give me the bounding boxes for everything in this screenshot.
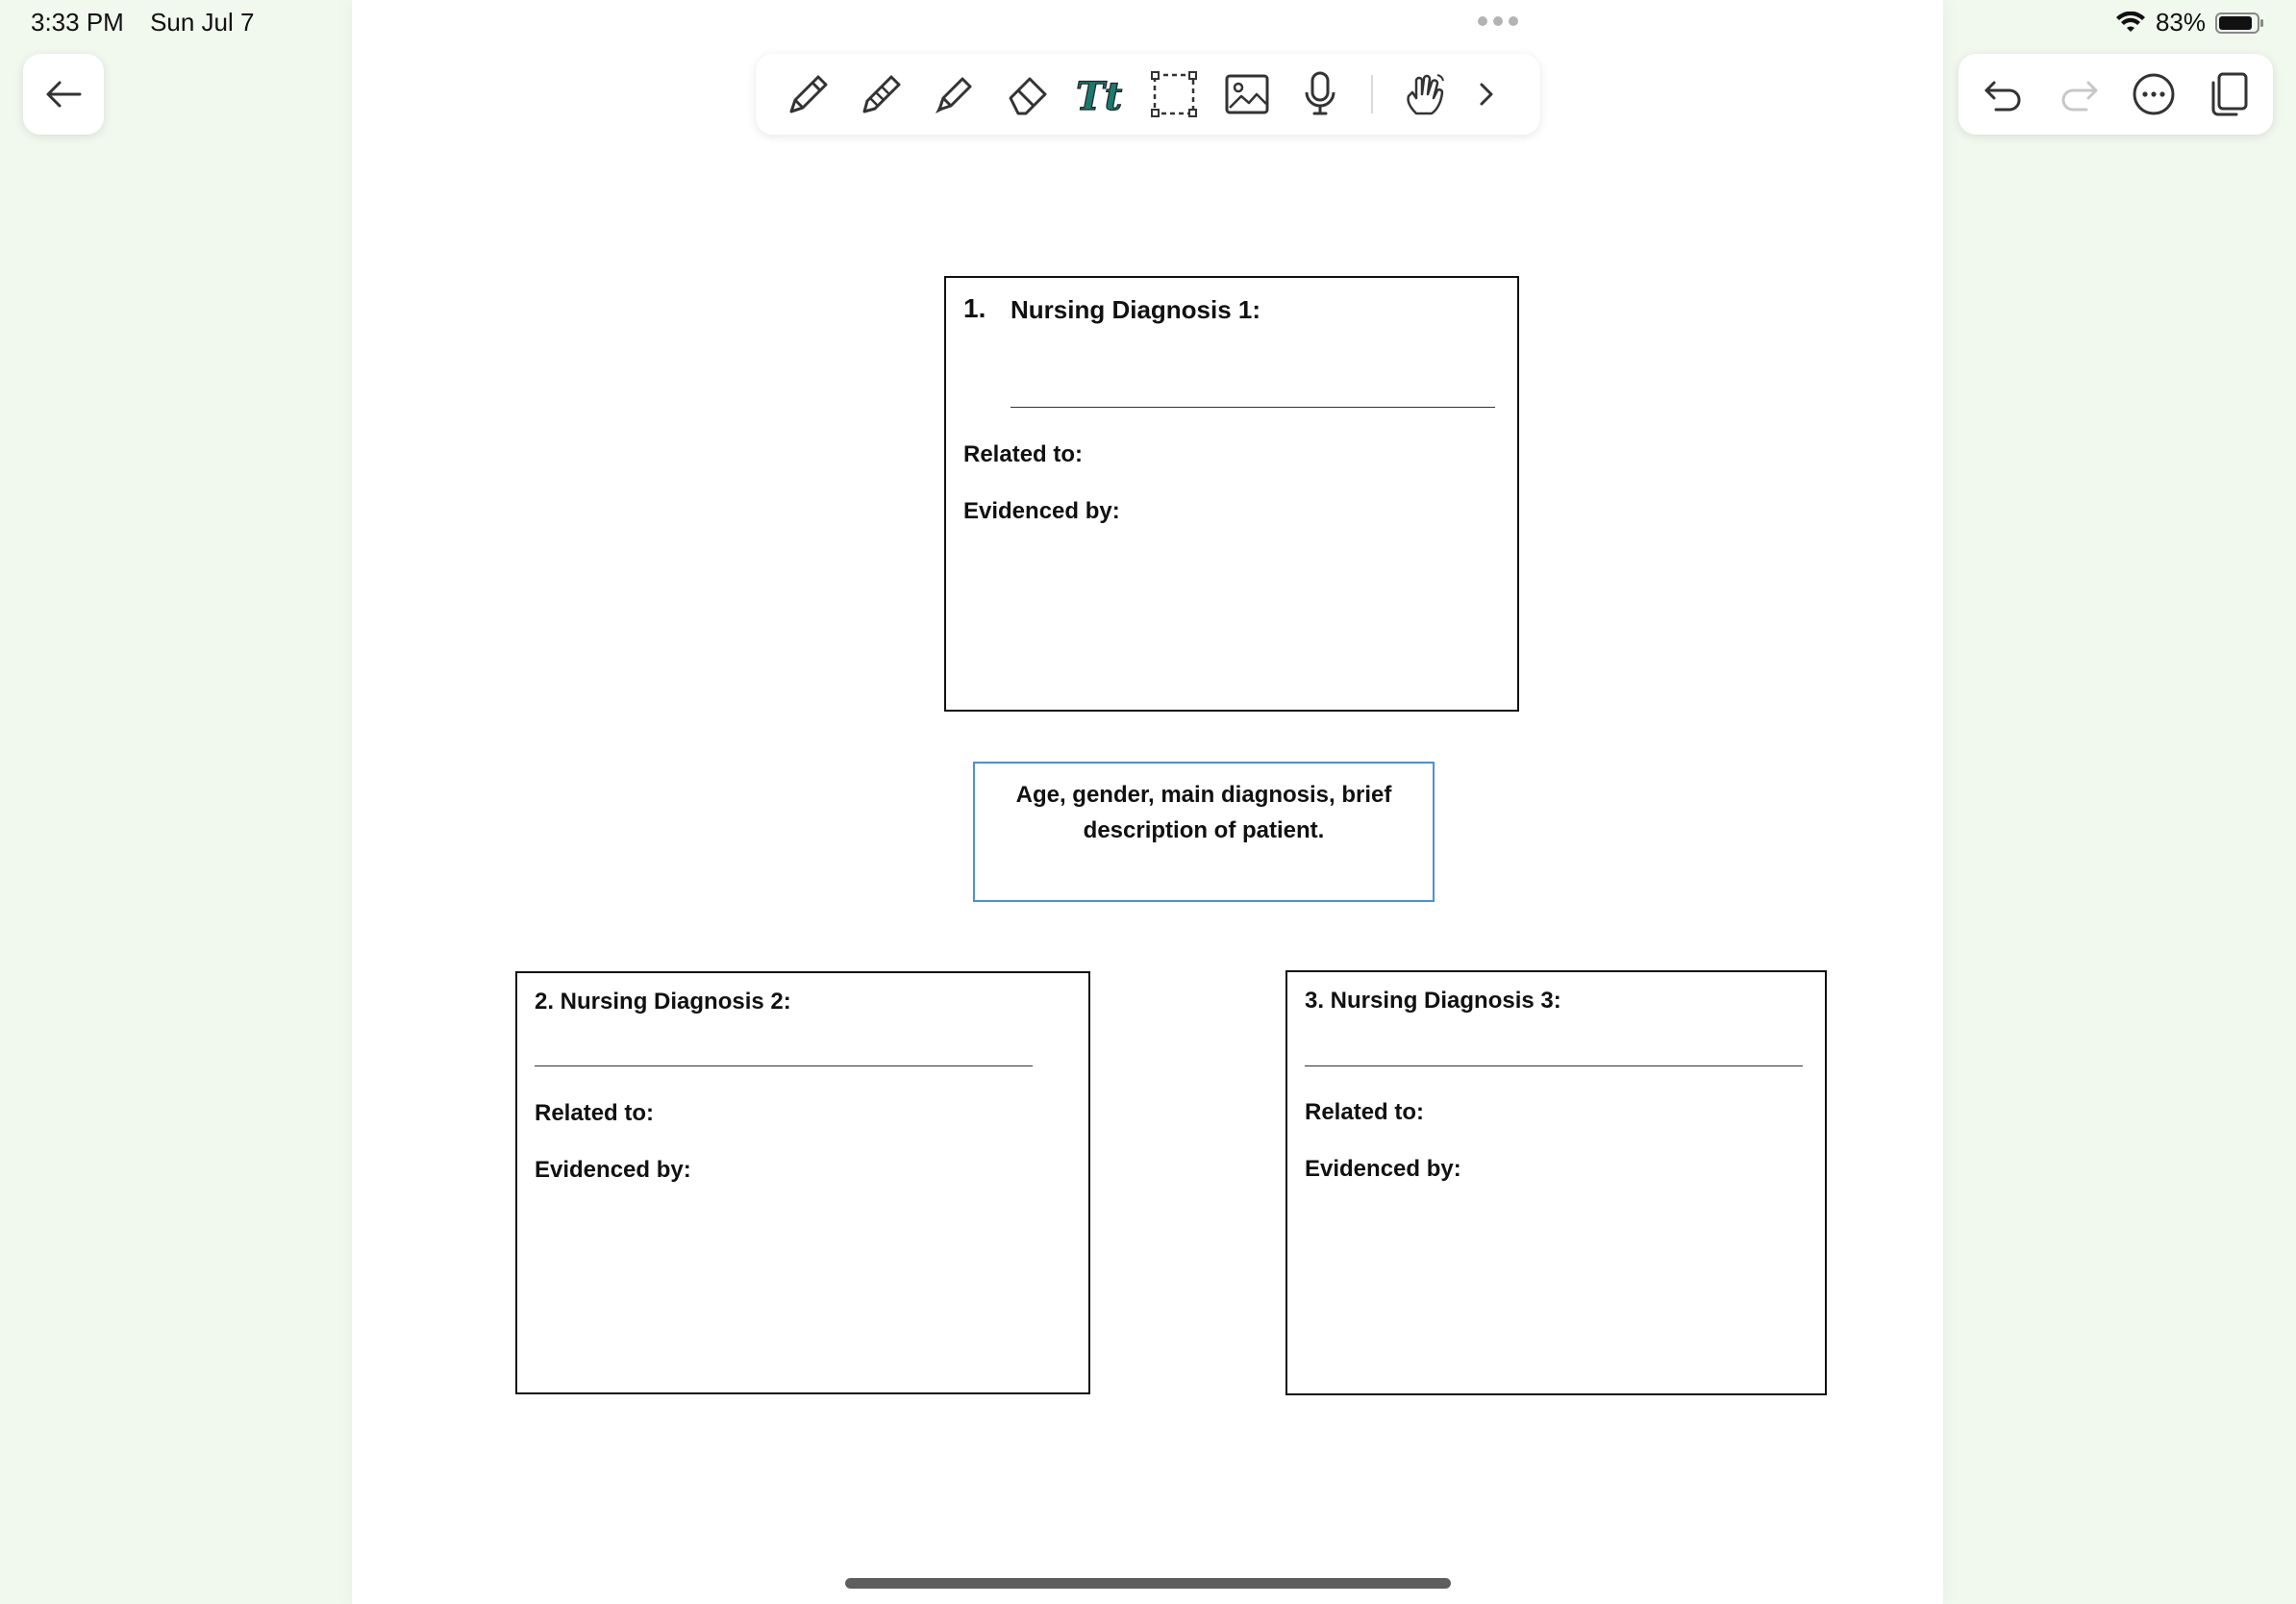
more-icon: [2132, 72, 2176, 116]
home-indicator[interactable]: [845, 1578, 1451, 1589]
touch-tool[interactable]: [1394, 64, 1454, 124]
right-actions-panel: [1959, 54, 2273, 135]
more-button[interactable]: [2125, 65, 2183, 123]
diagnosis-3-box[interactable]: [1285, 970, 1827, 1395]
lasso-tool[interactable]: [1144, 64, 1204, 124]
battery-icon: [2215, 12, 2265, 35]
text-icon: [1074, 69, 1128, 119]
pen-tool[interactable]: [779, 64, 838, 124]
diagnosis-2-related-to: Related to:: [535, 1100, 655, 1126]
diagnosis-1-line: [1011, 407, 1495, 408]
chevron-right-icon: [1475, 79, 1498, 110]
diagnosis-2-box[interactable]: [515, 971, 1090, 1394]
wifi-icon: [2115, 12, 2146, 35]
status-time: 3:33 PM: [31, 8, 124, 37]
drawing-toolbar: [756, 54, 1540, 135]
battery-percent: 83%: [2155, 8, 2206, 37]
diagnosis-1-related-to: Related to:: [963, 441, 1084, 467]
svg-text:Tt: Tt: [1076, 74, 1123, 119]
eraser-tool[interactable]: [998, 64, 1058, 124]
diagnosis-1-number: 1.: [963, 293, 986, 323]
diagnosis-2-line: [535, 1065, 1033, 1066]
patient-description-line1: Age, gender, main diagnosis, brief: [1015, 782, 1392, 808]
pencil-icon: [857, 69, 907, 119]
undo-button[interactable]: [1975, 65, 2033, 123]
toolbar-grabber[interactable]: [1478, 16, 1518, 26]
image-icon: [1222, 69, 1272, 119]
diagnosis-1-title: Nursing Diagnosis 1:: [1011, 295, 1261, 324]
diagnosis-3-evidenced-by: Evidenced by:: [1305, 1156, 1461, 1182]
highlighter-icon: [930, 69, 980, 119]
pages-button[interactable]: [2200, 65, 2258, 123]
status-left: [31, 8, 273, 38]
pages-icon: [2208, 71, 2250, 117]
highlighter-tool[interactable]: [925, 64, 985, 124]
notebook-page[interactable]: [352, 0, 1943, 1604]
microphone-icon: [1295, 69, 1345, 119]
diagnosis-3-related-to: Related to:: [1305, 1099, 1425, 1125]
more-tools[interactable]: [1467, 64, 1506, 124]
eraser-icon: [1003, 69, 1053, 119]
diagnosis-1-box[interactable]: [944, 276, 1519, 712]
redo-button[interactable]: [2050, 65, 2108, 123]
diagnosis-3-line: [1305, 1065, 1803, 1066]
patient-description-box[interactable]: [973, 762, 1435, 902]
image-tool[interactable]: [1217, 64, 1277, 124]
text-tool[interactable]: [1071, 64, 1131, 124]
undo-icon: [1983, 77, 2025, 112]
diagnosis-2-title: 2. Nursing Diagnosis 2:: [535, 989, 791, 1015]
diagnosis-3-title: 3. Nursing Diagnosis 3:: [1305, 988, 1561, 1014]
status-right: [2115, 8, 2265, 38]
pencil-tool[interactable]: [852, 64, 911, 124]
pen-icon: [784, 69, 834, 119]
status-date: Sun Jul 7: [150, 8, 255, 37]
arrow-left-icon: [45, 80, 82, 109]
diagnosis-2-evidenced-by: Evidenced by:: [535, 1157, 691, 1183]
lasso-select-icon: [1149, 69, 1199, 119]
hand-icon: [1399, 69, 1449, 119]
patient-description-line2: description of patient.: [1083, 817, 1325, 843]
redo-icon: [2058, 77, 2100, 112]
diagnosis-1-evidenced-by: Evidenced by:: [963, 498, 1120, 524]
back-button[interactable]: [23, 54, 104, 135]
toolbar-separator: [1371, 75, 1373, 113]
audio-tool[interactable]: [1290, 64, 1350, 124]
